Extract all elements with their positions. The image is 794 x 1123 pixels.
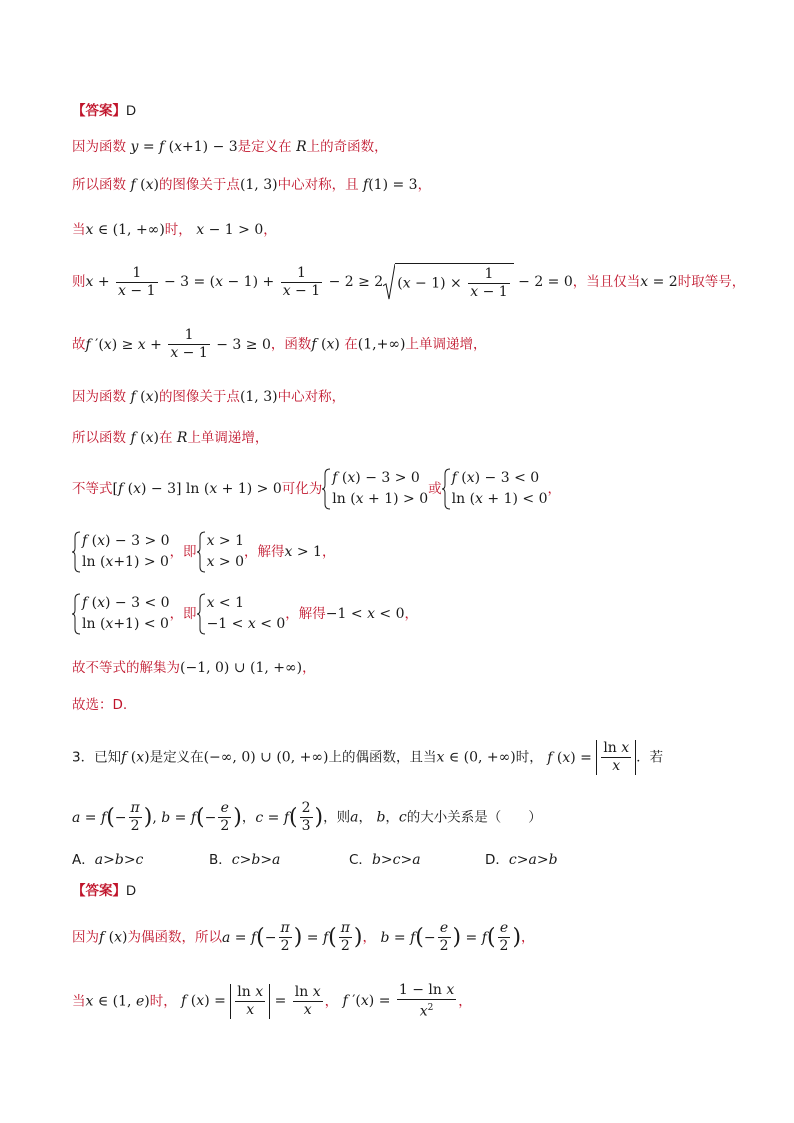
text: ， (404, 606, 419, 622)
answer-line-2 (72, 880, 136, 901)
text: 在 (344, 336, 358, 353)
text: 中心对称，且 (277, 177, 359, 193)
text: 当 (72, 993, 86, 1010)
question-3-line-2: a = f(− $\frac{\pi}{2}$ ), b = f(− $\frac{e}{2}$ )，c = f( $\frac{2}{3}$ )，则a， b，c的大小关系是（ ） (72, 800, 542, 834)
solution-line-11 (72, 658, 316, 678)
math: f (x) (99, 929, 128, 946)
text: 为偶函数，所以 (127, 929, 222, 946)
text: 在 (158, 430, 173, 446)
text: ，解得 (244, 544, 285, 560)
math-system: f (x) − 3 > 0 ln (x+1) > 0 (72, 531, 170, 573)
solution-line-4 (72, 263, 745, 301)
solution-3-line-1 (72, 920, 535, 955)
math: f (x) (130, 177, 159, 193)
solution-line-5 (72, 327, 486, 362)
text: 当 (72, 222, 86, 238)
math-system: f (x) − 3 < 0 ln (x + 1) < 0 (442, 468, 548, 510)
solution-line-6 (72, 387, 345, 407)
solution-line-3 (72, 220, 277, 240)
solution-line-7 (72, 428, 268, 448)
text: 时， (515, 749, 543, 766)
text: ， (417, 177, 432, 193)
question-3-line-1 (72, 740, 663, 775)
text: 的图像关于点 (158, 389, 240, 405)
text: ， (263, 222, 277, 238)
answer-value: D (126, 882, 137, 898)
text: 故不等式的解集为 (72, 660, 180, 676)
answer-line (72, 100, 136, 121)
question-number: 3．已知 (72, 749, 122, 766)
text: ，则 (323, 809, 351, 826)
text: ，解得 (285, 606, 326, 622)
option-d[interactable]: D．c>a>b (485, 852, 558, 868)
solution-line-10 (72, 593, 418, 635)
math-system: f (x) − 3 > 0 ln (x + 1) > 0 (322, 468, 428, 510)
math: R (176, 430, 188, 446)
text: 是定义在 (237, 139, 292, 155)
math: f (x) (121, 749, 150, 766)
math-system: f (x) − 3 < 0 ln (x+1) < 0 (72, 593, 170, 635)
answer-label: 【答案】 (72, 883, 126, 899)
text: ， (458, 993, 472, 1010)
math: x > 1 (284, 544, 322, 560)
math: f ′(x) = $\frac{\text{1 − ln x}}{x^2}$ (342, 982, 455, 1020)
text: ， (324, 993, 339, 1010)
math-system: x < 1 −1 < x < 0 (197, 593, 286, 635)
option-b[interactable]: B．c>b>a (209, 852, 281, 868)
math: b = f(− $\frac{e}{2}$ ) = f( $\frac{e}{2}$ ) (380, 920, 522, 954)
math: c = f( $\frac{2}{3}$ ) (255, 800, 324, 834)
math: (1, 3) (239, 389, 278, 405)
solution-line-2 (72, 175, 431, 195)
text: 中心对称， (277, 389, 346, 405)
text: 上单调递增， (187, 430, 269, 446)
text: ， (302, 660, 316, 676)
text: 是定义在 (149, 749, 204, 766)
text: ，函数 (270, 336, 312, 353)
math: x ∈ (1, +∞) (85, 222, 165, 238)
option-a[interactable]: A．a>b>c (72, 852, 144, 868)
math: f (x) = $\frac{\text{ln x}}{x}$ = $\frac{\text{ln x}}{x}$ (181, 983, 321, 1018)
answer-value: D (126, 102, 137, 118)
math: f (x) (130, 389, 159, 405)
math: f(1) = 3 (363, 177, 418, 193)
math: b (376, 809, 386, 826)
text: ，即 (169, 606, 197, 622)
math: x + $\frac{1}{x - 1}$ − 3 = (x − 1) + $\frac{1}{x - 1}$ − 2 ≥ 2 (x − 1) × $\frac{1}{x - 1}$ − 2 = 0 (85, 264, 573, 300)
text: 的大小关系是（ ） (406, 809, 542, 826)
math: f ′(x) ≥ x + $\frac{1}{x - 1}$ − 3 ≥ 0 (85, 327, 271, 361)
math: x ∈ (0, +∞) (436, 749, 516, 766)
solution-line-9 (72, 531, 335, 573)
text: ， (521, 929, 535, 946)
math: x ∈ (1, e) (85, 993, 150, 1010)
math: (1, 3) (239, 177, 278, 193)
math: c (398, 809, 407, 826)
math: f (x) (311, 336, 340, 353)
solution-line-8 (72, 468, 561, 510)
math: (−∞, 0) ∪ (0, +∞) (203, 749, 329, 766)
text: ， (358, 809, 372, 826)
text: 时， (164, 222, 192, 238)
text: 的图像关于点 (158, 177, 240, 193)
math: y = f (x+1) − 3 (130, 139, 238, 155)
text: 因为函数 (72, 139, 126, 155)
text: ．若 (636, 749, 664, 766)
text: 因为函数 (72, 389, 126, 405)
text: ， (385, 809, 399, 826)
text: 上单调递增， (405, 336, 487, 353)
text: 上的偶函数，且当 (328, 749, 437, 766)
math: (−1, 0) ∪ (1, +∞) (180, 660, 303, 676)
text: ，当且仅当 (572, 274, 641, 290)
text: 故 (72, 336, 86, 353)
text: 时， (149, 993, 177, 1010)
math-system: x > 1 x > 0 (197, 531, 244, 573)
math: f (x) (130, 430, 159, 446)
math: R (296, 139, 307, 155)
solution-3-line-2 (72, 982, 472, 1021)
answer-label: 【答案】 (72, 103, 126, 119)
text: ， (547, 481, 561, 497)
text: 因为 (72, 929, 99, 946)
text: 时取等号， (677, 274, 746, 290)
solution-line-12 (72, 695, 127, 715)
text: 所以函数 (72, 430, 126, 446)
text: 不等式 (72, 481, 113, 497)
text: ，即 (169, 544, 197, 560)
math: −1 < x < 0 (325, 606, 405, 622)
solution-line-1 (72, 137, 388, 157)
math: a = f(− $\frac{\pi}{2}$ ), b = f(− $\frac{e}{2}$ ) (72, 800, 242, 834)
text: 所以函数 (72, 177, 126, 193)
text: 可化为 (281, 481, 323, 497)
text: 故选：D. (72, 697, 128, 713)
math: [f (x) − 3] ln (x + 1) > 0 (112, 481, 282, 497)
text: ， (321, 544, 336, 560)
math: x = 2 (640, 274, 678, 290)
text: 上的奇函数， (306, 139, 388, 155)
text: 则 (72, 274, 86, 290)
option-c[interactable]: C．b>c>a (349, 852, 421, 868)
text: ， (362, 929, 377, 946)
math: a = f(− $\frac{\pi}{2}$ ) = f( $\frac{\pi}{2}$ ) (221, 920, 363, 954)
math: f (x) = $\frac{\text{ln x}}{x}$ (547, 750, 636, 766)
math: a (350, 809, 359, 826)
math: x − 1 > 0 (196, 222, 264, 238)
text: 或 (428, 481, 442, 497)
math: (1,+∞) (357, 336, 406, 353)
